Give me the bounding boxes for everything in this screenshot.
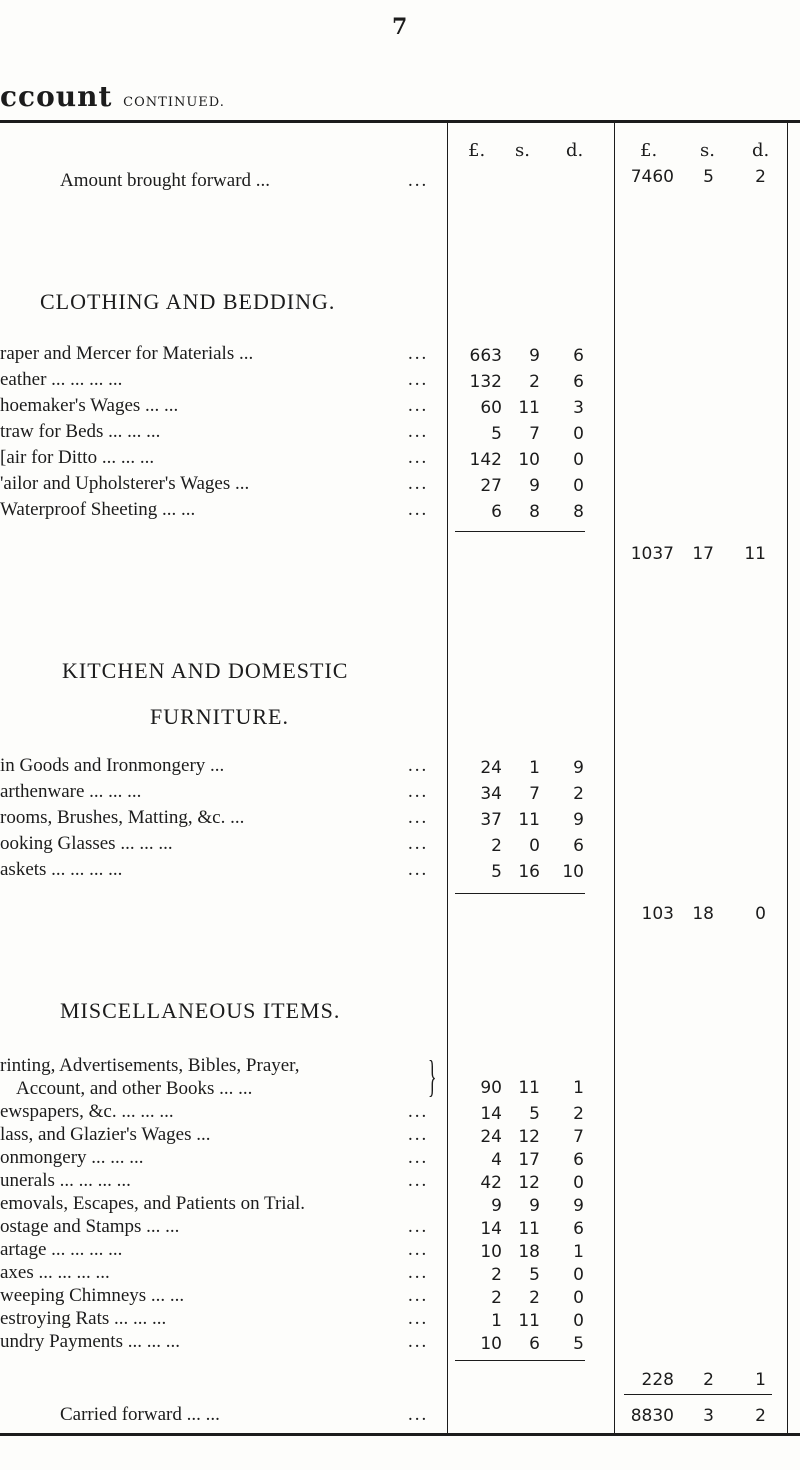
section-total-pence: 0 [755, 904, 766, 924]
section-total-pounds: 228 [641, 1370, 674, 1390]
row-pence: 9 [573, 1196, 584, 1216]
row-label: in Goods and Ironmongery ... [0, 755, 225, 776]
row-pounds: 2 [491, 836, 502, 856]
row-pounds: 90 [480, 1078, 502, 1098]
row-dots: ... [408, 1170, 429, 1191]
row-pounds: 10 [480, 1242, 502, 1262]
brought-forward-pence: 2 [755, 167, 766, 187]
row-label: ooking Glasses ... ... ... [0, 833, 173, 854]
row-pounds: 2 [491, 1265, 502, 1285]
row-label: hoemaker's Wages ... ... [0, 395, 179, 416]
row-pence: 2 [573, 784, 584, 804]
row-label: arthenware ... ... ... [0, 781, 142, 802]
right-brace: } [428, 1052, 437, 1101]
row-pounds: 9 [491, 1196, 502, 1216]
row-pence: 6 [573, 346, 584, 366]
row-dots: ... [408, 369, 429, 390]
row-pence: 9 [573, 810, 584, 830]
row-shillings: 18 [518, 1242, 540, 1262]
row-shillings: 10 [518, 450, 540, 470]
row-dots: ... [408, 755, 429, 776]
row-pence: 10 [562, 862, 584, 882]
row-pounds: 663 [469, 346, 502, 366]
section-heading-clothing: CLOTHING AND BEDDING. [40, 289, 336, 314]
row-shillings: 5 [529, 1104, 540, 1124]
running-head-word: ccount [0, 80, 113, 113]
row-label: weeping Chimneys ... ... [0, 1285, 185, 1306]
section-total-pounds: 103 [641, 904, 674, 924]
row-pounds: 2 [491, 1288, 502, 1308]
page-number: 7 [392, 14, 408, 40]
row-pounds: 5 [491, 424, 502, 444]
row-pence: 0 [573, 450, 584, 470]
row-pence: 0 [573, 1288, 584, 1308]
row-pounds: 132 [469, 372, 502, 392]
row-pence: 0 [573, 476, 584, 496]
row-shillings: 12 [518, 1173, 540, 1193]
row-pence: 1 [573, 1242, 584, 1262]
row-dots: ... [408, 781, 429, 802]
row-shillings: 6 [529, 1334, 540, 1354]
row-dots: ... [408, 499, 429, 520]
row-label: ostage and Stamps ... ... [0, 1216, 180, 1237]
items-pence-header: d. [566, 140, 584, 161]
row-pence: 8 [573, 502, 584, 522]
row-label: Waterproof Sheeting ... ... [0, 499, 196, 520]
row-shillings: 0 [529, 836, 540, 856]
items-shillings-header: s. [515, 140, 530, 161]
row-pence: 0 [573, 1311, 584, 1331]
row-dots: ... [408, 1262, 429, 1283]
brought-forward-dots: ... [408, 170, 429, 191]
carried-forward-label: Carried forward ... ... [60, 1404, 220, 1425]
row-label: eather ... ... ... ... [0, 369, 123, 390]
brought-forward-pounds: 7460 [630, 167, 674, 187]
row-pence: 5 [573, 1334, 584, 1354]
row-label: onmongery ... ... ... [0, 1147, 144, 1168]
row-dots: ... [408, 343, 429, 364]
row-pounds: 24 [480, 758, 502, 778]
row-dots: ... [408, 807, 429, 828]
totals-shillings-header: s. [700, 140, 715, 161]
row-dots: ... [408, 447, 429, 468]
row-pounds: 4 [491, 1150, 502, 1170]
row-dots: ... [408, 1216, 429, 1237]
row-shillings: 11 [518, 398, 540, 418]
row-dots: ... [408, 859, 429, 880]
row-label-line1: rinting, Advertisements, Bibles, Prayer, [0, 1055, 300, 1076]
subtotal-rule [455, 893, 585, 894]
row-pence: 2 [573, 1104, 584, 1124]
row-label: ewspapers, &c. ... ... ... [0, 1101, 174, 1122]
carried-forward-pounds: 8830 [630, 1406, 674, 1426]
row-dots: ... [408, 1308, 429, 1329]
carried-forward-shillings: 3 [703, 1406, 714, 1426]
row-pence: 3 [573, 398, 584, 418]
row-shillings: 11 [518, 1311, 540, 1331]
row-shillings: 9 [529, 1196, 540, 1216]
items-pounds-header: £. [468, 140, 486, 161]
carried-forward-dots: ... [408, 1404, 429, 1425]
row-shillings: 8 [529, 502, 540, 522]
row-pence: 0 [573, 424, 584, 444]
brought-forward-label: Amount brought forward ... [60, 170, 271, 191]
row-label: 'ailor and Upholsterer's Wages ... [0, 473, 250, 494]
row-pounds: 6 [491, 502, 502, 522]
totals-pounds-header: £. [640, 140, 658, 161]
row-shillings: 7 [529, 424, 540, 444]
row-dots: ... [408, 1124, 429, 1145]
row-label-line2: Account, and other Books ... ... [16, 1078, 253, 1099]
running-head-suffix: CONTINUED. [123, 95, 225, 110]
row-pence: 6 [573, 836, 584, 856]
row-dots: ... [408, 1331, 429, 1352]
row-shillings: 9 [529, 346, 540, 366]
row-shillings: 7 [529, 784, 540, 804]
row-pounds: 24 [480, 1127, 502, 1147]
row-pence: 9 [573, 758, 584, 778]
carried-forward-pence: 2 [755, 1406, 766, 1426]
row-label: askets ... ... ... ... [0, 859, 123, 880]
row-label: undry Payments ... ... ... [0, 1331, 180, 1352]
row-dots: ... [408, 1147, 429, 1168]
section-total-pence: 1 [755, 1370, 766, 1390]
row-pounds: 27 [480, 476, 502, 496]
row-shillings: 2 [529, 1288, 540, 1308]
row-shillings: 5 [529, 1265, 540, 1285]
row-label: raper and Mercer for Materials ... [0, 343, 254, 364]
row-label: artage ... ... ... ... [0, 1239, 123, 1260]
row-pence: 6 [573, 372, 584, 392]
section-total-pence: 11 [744, 544, 766, 564]
row-label: emovals, Escapes, and Patients on Trial. [0, 1193, 306, 1214]
row-pounds: 14 [480, 1104, 502, 1124]
row-pounds: 14 [480, 1219, 502, 1239]
row-pounds: 60 [480, 398, 502, 418]
row-pence: 1 [573, 1078, 584, 1098]
subtotal-rule [455, 1360, 585, 1361]
running-head [0, 80, 225, 113]
row-dots: ... [408, 1101, 429, 1122]
row-pence: 6 [573, 1150, 584, 1170]
row-pence: 7 [573, 1127, 584, 1147]
section-heading-kitchen-line1: KITCHEN AND DOMESTIC [62, 658, 349, 683]
right-edge-rule [787, 122, 788, 1434]
divider-items [447, 122, 448, 1434]
row-label: traw for Beds ... ... ... [0, 421, 161, 442]
row-label: lass, and Glazier's Wages ... [0, 1124, 211, 1145]
row-shillings: 11 [518, 810, 540, 830]
row-dots: ... [408, 395, 429, 416]
section-heading-kitchen-line2: FURNITURE. [150, 704, 289, 729]
section-heading-miscellaneous: MISCELLANEOUS ITEMS. [60, 998, 341, 1023]
row-pence: 0 [573, 1173, 584, 1193]
section-total-shillings: 18 [692, 904, 714, 924]
row-shillings: 9 [529, 476, 540, 496]
row-pounds: 1 [491, 1311, 502, 1331]
row-pounds: 37 [480, 810, 502, 830]
row-pounds: 34 [480, 784, 502, 804]
row-shillings: 11 [518, 1078, 540, 1098]
section-total-shillings: 17 [692, 544, 714, 564]
row-pence: 6 [573, 1219, 584, 1239]
row-label: [air for Ditto ... ... ... [0, 447, 155, 468]
row-shillings: 17 [518, 1150, 540, 1170]
section-total-shillings: 2 [703, 1370, 714, 1390]
totals-pence-header: d. [752, 140, 770, 161]
bottom-rule [0, 1433, 800, 1436]
row-shillings: 16 [518, 862, 540, 882]
row-pounds: 42 [480, 1173, 502, 1193]
row-pounds: 5 [491, 862, 502, 882]
row-shillings: 11 [518, 1219, 540, 1239]
row-label: estroying Rats ... ... ... [0, 1308, 167, 1329]
subtotal-rule [455, 531, 585, 532]
row-dots: ... [408, 1239, 429, 1260]
row-dots: ... [408, 833, 429, 854]
row-dots: ... [408, 473, 429, 494]
grand-total-rule [624, 1394, 772, 1395]
row-label: unerals ... ... ... ... [0, 1170, 131, 1191]
divider-totals [614, 122, 615, 1434]
top-rule [0, 120, 800, 123]
brought-forward-shillings: 5 [703, 167, 714, 187]
row-pounds: 10 [480, 1334, 502, 1354]
row-label: axes ... ... ... ... [0, 1262, 110, 1283]
section-total-pounds: 1037 [630, 544, 674, 564]
row-pounds: 142 [469, 450, 502, 470]
row-dots: ... [408, 421, 429, 442]
row-shillings: 2 [529, 372, 540, 392]
row-pence: 0 [573, 1265, 584, 1285]
row-label: rooms, Brushes, Matting, &c. ... [0, 807, 245, 828]
row-shillings: 1 [529, 758, 540, 778]
row-shillings: 12 [518, 1127, 540, 1147]
row-dots: ... [408, 1285, 429, 1306]
